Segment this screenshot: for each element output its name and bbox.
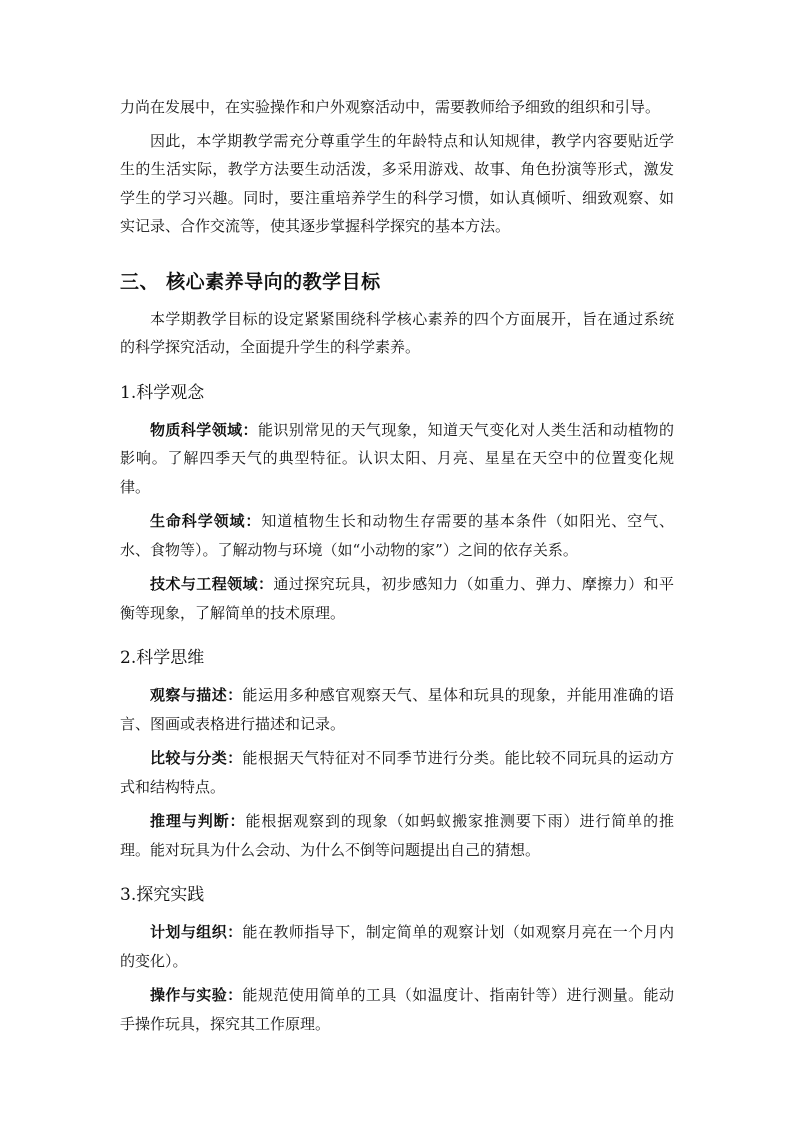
list-item-technology-engineering xyxy=(120,570,674,627)
item-label: 物质科学领域： xyxy=(150,420,258,439)
item-label: 计划与组织： xyxy=(150,923,243,941)
item-label: 操作与实验： xyxy=(150,986,243,1004)
paragraph-continued: 力尚在发展中，在实验操作和户外观察活动中，需要教师给予细致的组织和引导。 xyxy=(120,98,661,116)
section-intro: 本学期教学目标的设定紧紧围绕科学核心素养的四个方面展开，旨在通过系统的科学探究活动，全面提升学生的科学素养。 xyxy=(120,309,674,356)
item-text: 通过探究玩具，初步感知力（如重力、弹力、摩擦力）和平衡等现象，了解简单的技术原理。 xyxy=(120,575,674,622)
item-label: 观察与描述： xyxy=(150,686,243,704)
item-text: 能在教师指导下，制定简单的观察计划（如观察月亮在一个月内的变化）。 xyxy=(120,923,674,970)
item-text: 知道植物生长和动物生存需要的基本条件（如阳光、空气、水、食物等）。了解动物与环境（如“小动物的家”）之间的依存关系。 xyxy=(120,512,674,559)
paragraph-therefore: 因此，本学期教学需充分尊重学生的年龄特点和认知规律，教学内容要贴近学生的生活实际，教学方法要生动活泼，多采用游戏、故事、角色扮演等形式，激发学生的学习兴趣。同时，要注重培养学生的科学习惯，如认真倾听、细致观察、如实记录、合作交流等，使其逐步掌握科学探究的基本方法。 xyxy=(120,131,674,235)
list-item-physical-science xyxy=(120,416,674,502)
list-item-life-science xyxy=(120,507,674,564)
section-heading: 三、 核心素养导向的教学目标 xyxy=(120,270,381,293)
item-text: 能规范使用简单的工具（如温度计、指南针等）进行测量。能动手操作玩具，探究其工作原理。 xyxy=(120,986,674,1033)
item-text: 能识别常见的天气现象，知道天气变化对人类生活和动植物的影响。了解四季天气的典型特征。认识太阳、月亮、星星在天空中的位置变化规律。 xyxy=(120,420,674,496)
list-item-compare-classify xyxy=(120,744,674,801)
item-text: 能根据观察到的现象（如蚂蚁搬家推测要下雨）进行简单的推理。能对玩具为什么会动、为什么不倒等问题提出自己的猜想。 xyxy=(120,812,674,859)
item-text: 能根据天气特征对不同季节进行分类。能比较不同玩具的运动方式和结构特点。 xyxy=(120,749,674,796)
list-item-observe-describe xyxy=(120,681,674,738)
subheading-science-concept: 1.科学观念 xyxy=(120,382,205,403)
item-label: 推理与判断： xyxy=(150,812,246,830)
list-item-operate-experiment xyxy=(120,981,674,1038)
subheading-science-thinking: 2.科学思维 xyxy=(120,648,205,668)
list-item-reason-judge xyxy=(120,807,674,864)
item-label: 技术与工程领域： xyxy=(150,575,274,593)
subheading-inquiry-practice: 3.探究实践 xyxy=(120,885,205,905)
item-label: 生命科学领域： xyxy=(150,512,262,530)
item-text: 能运用多种感官观察天气、星体和玩具的现象，并能用准确的语言、图画或表格进行描述和记录。 xyxy=(120,686,674,733)
item-label: 比较与分类： xyxy=(150,749,243,767)
list-item-plan-organize xyxy=(120,918,674,975)
